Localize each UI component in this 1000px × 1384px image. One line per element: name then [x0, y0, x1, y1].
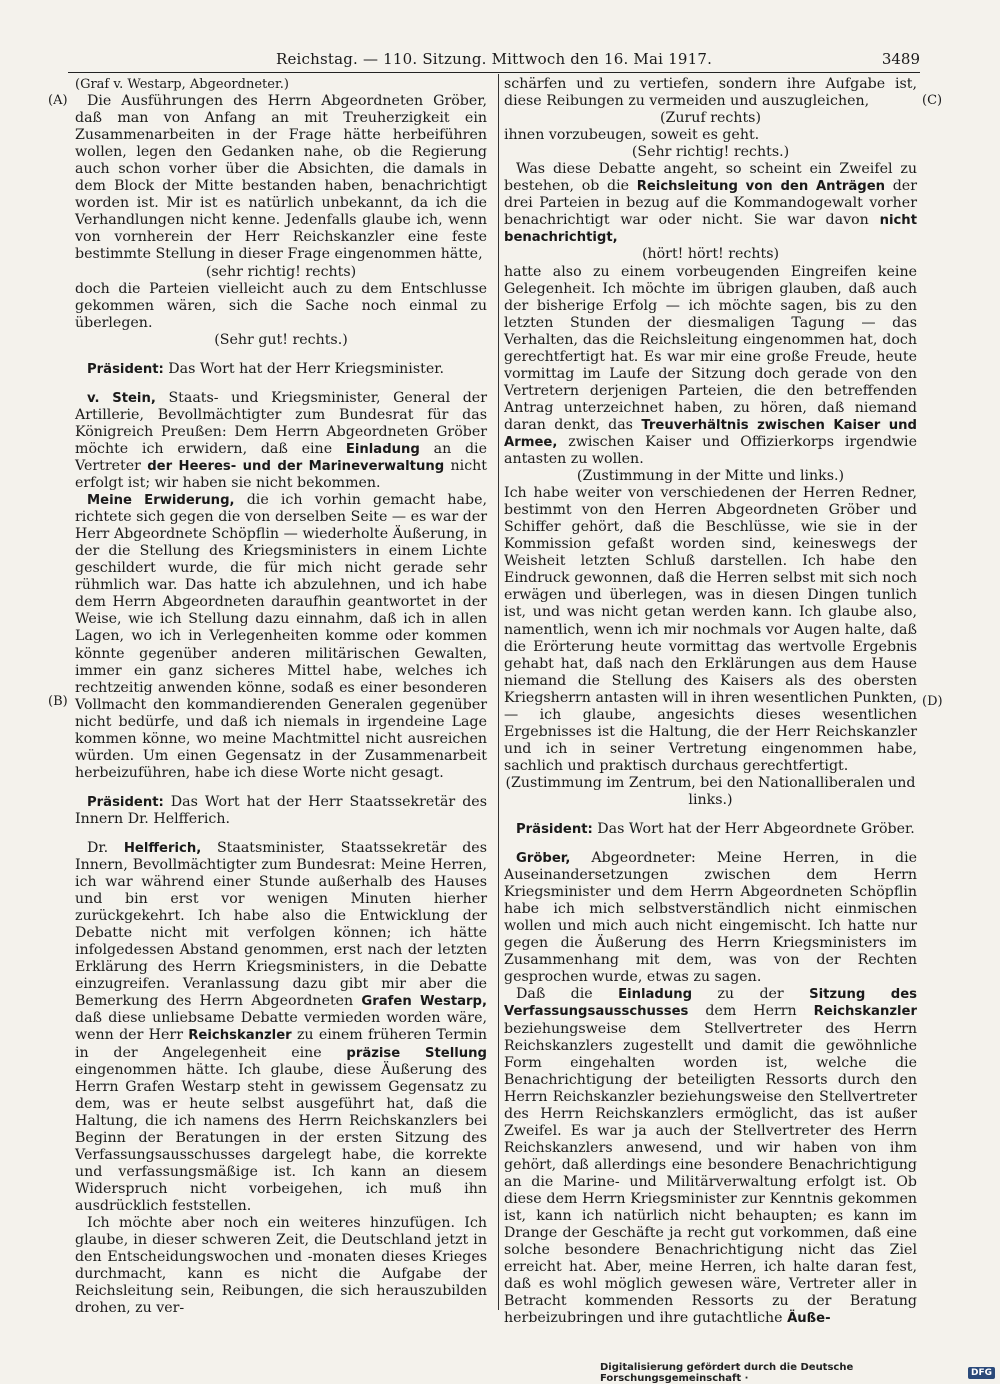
- paragraph: Präsident: Das Wort hat der Herr Kriegsminister.: [87, 360, 444, 377]
- speaker-name: Präsident:: [516, 822, 593, 838]
- paragraph: ihnen vorzubeugen, soweit es geht.: [504, 127, 760, 144]
- paragraph: Ich möchte aber noch ein weiteres hinzufügen. Ich glaube, in dieser schweren Zeit, die Deutschland jetzt in den Entscheidungswochen und -monaten dieses Krieges durchmacht, kann es nicht die Aufgabe der Reichsleitung sein, Reibungen, die sich herauszubilden drohen, zu ver-: [75, 1215, 487, 1317]
- margin-mark-b: (B): [48, 694, 68, 709]
- paragraph: v. Stein, Staats- und Kriegsminister, General der Artillerie, Bevollmächtigter zum Bundesrat für das Königreich Preußen: Dem Herrn Abgeordneten Gröber möchte ich erwidern, daß eine Einladung an die Vertreter der Heeres- und der Marineverwaltung nicht erfolgt ist; wir haben sie nicht bekommen.: [75, 389, 487, 492]
- page-header: [68, 50, 920, 72]
- margin-mark-d: (D): [922, 694, 943, 709]
- paragraph: doch die Parteien vielleicht auch zu dem Entschlusse gekommen wären, sich die Sache noch einmal zu überlegen.: [75, 280, 487, 331]
- left-column: [75, 76, 487, 1317]
- interjection: (Sehr richtig! rechts.): [631, 144, 790, 161]
- margin-mark-a: (A): [48, 93, 68, 108]
- margin-mark-c: (C): [922, 93, 943, 108]
- speaker-name: v. Stein,: [87, 390, 156, 406]
- paragraph: hatte also zu einem vorbeugenden Eingreifen keine Gelegenheit. Ich möchte im übrigen glauben, daß auch der bisherige Erfolg — ich möchte sagen, bis zu den letzten Stunden der diesmaligen Tagung — das Verhalten, das die Reichsleitung eingenommen hat, doch gerechtfertigt hat. Es war mir eine große Freude, heute vormittag im Laufe der Sitzung doch gerade von den Vertretern derjenigen Parteien, die den betreffenden Antrag unterzeichnet haben, zu hören, daß niemand daran denkt, das Treuverhältnis zwischen Kaiser und Armee, zwischen Kaiser und Offizierkorps irgendwie antasten zu wollen.: [504, 263, 917, 468]
- page-number: 3489: [881, 50, 920, 68]
- footer-text: Digitalisierung gefördert durch die Deutsche Forschungsgemeinschaft ·: [600, 1362, 854, 1384]
- funding-footer: [600, 1362, 995, 1384]
- speaker-continuation: (Graf v. Westarp, Abgeordneter.): [75, 77, 289, 92]
- speaker-name: Helfferich,: [123, 840, 202, 856]
- paragraph: Meine Erwiderung, die ich vorhin gemacht habe, richtete sich gegen die von derselben Seite — es war der Herr Abgeordnete Schöpflin — wiederholte Äußerung, in der die Stellung des Kriegsministers in einem Lichte geschildert wurde, die für mich nicht gerade sehr rühmlich war. Das hatte ich abzulehnen, und ich habe dem Herrn Abgeordneten daraufhin geantwortet in der Weise, wie ich Stellung dazu einnahm, daß ich in allen Lagen, wo ich in Verlegenheiten komme oder kommen könnte gegenüber anderen militärischen Gewalten, immer ein ganz sicheres Mittel habe, welches ich rechtzeitig anwenden könne, sodaß es einer besonderen Vollmacht den kommandierenden Generalen gegenüber nicht bedürfe, und daß ich niemals in irgendeine Lage kommen könne, wo meine Machtmittel nicht ausreichen würden. Um einen Gegensatz in der Zusammenarbeit herbeizuführen, habe ich diese Worte nicht gesagt.: [75, 492, 487, 781]
- running-title: Reichstag. — 110. Sitzung. Mittwoch den 16. Mai 1917.: [275, 50, 713, 68]
- paragraph: Was diese Debatte angeht, so scheint ein Zweifel zu bestehen, ob die Reichsleitung von den Anträgen der drei Parteien in bezug auf die Kommandogewalt vorher benachrichtigt war oder nicht. Sie war davon nicht benachrichtigt,: [504, 161, 917, 246]
- paragraph: Ich habe weiter von verschiedenen der Herren Redner, bestimmt von den Herren Abgeordneten Gröber und Schiffer gehört, daß die Beschlüsse, wie sie in der Kommission gefaßt worden sind, keineswegs der Weisheit letzten Schluß darstellen. Ich habe den Eindruck gewonnen, daß die Herren selbst mit sich noch erwägen und überlegen, was in diesen Dingen tunlich ist, und was nicht getan werden kann. Ich glaube also, namentlich, wenn ich mir nochmals vor Augen halte, daß die Erörterung heute vormittag das wertvolle Ergebnis gehabt hat, daß nach den Erklärungen aus dem Hause niemand die Stellung des Kaisers als des obersten Kriegsherrn antasten will in ihren wesentlichen Punkten, — ich glaube, angesichts dieses wesentlichen Ergebnisses ist die Haltung, die der Herr Reichskanzler und ich in seiner Vertretung eingenommen habe, sachlich und praktisch durchaus gerechtfertigt.: [504, 485, 917, 774]
- interjection: (sehr richtig! rechts): [205, 263, 357, 280]
- speaker-name: Präsident:: [87, 794, 164, 810]
- paragraph: Die Ausführungen des Herrn Abgeordneten Gröber, daß man von Anfang an mit Treuherzigkeit ein Zusammenarbeiten in der Frage hätte herbeiführen wollen, legen den Gedanken nahe, ob die Regierung auch schon vorher über die Absichten, die damals in dem Block der Mitte bestanden haben, benachrichtigt worden ist. Mir ist es natürlich unbekannt, da ich die Verhandlungen nicht kenne. Jedenfalls glaube ich, wenn von vornherein der Herr Reichskanzler eine feste bestimmte Stellung in dieser Frage eingenommen hätte,: [75, 93, 487, 263]
- interjection: (Sehr gut! rechts.): [214, 331, 348, 348]
- interjection: (Zuruf rechts): [660, 110, 761, 127]
- dfg-logo: DFG: [968, 1367, 995, 1379]
- column-divider: [498, 74, 499, 1310]
- interjection: (Zustimmung in der Mitte und links.): [576, 468, 845, 485]
- interjection: (Zustimmung im Zentrum, bei den Nationalliberalen und links.): [505, 774, 916, 808]
- paragraph: Präsident: Das Wort hat der Herr Abgeordnete Gröber.: [516, 821, 915, 838]
- paragraph: Daß die Einladung zu der Sitzung des Verfassungsausschusses dem Herrn Reichskanzler beziehungsweise dem Stellvertreter des Herrn Reichskanzlers zugestellt und damit die gewöhnliche Form eingehalten worden ist, welche die Benachrichtigung der beteiligten Ressorts durch den Herrn Reichskanzler beziehungsweise den Stellvertreter des Herrn Reichskanzlers ermöglicht, das ist außer Zweifel. Es war ja auch der Stellvertreter des Herrn Reichskanzlers anwesend, und wir haben von ihm gehört, daß allerdings eine besondere Benachrichtigung an die Marine- und Militärverwaltung erfolgt ist. Ob diese dem Herrn Kriegsminister zur Kenntnis gekommen ist, kann ich natürlich nicht behaupten; es kann im Drange der Geschäfte ja recht gut vorkommen, daß eine solche besondere Benachrichtigung nicht das Ziel erreicht hat. Aber, meine Herren, ich halte daran fest, daß es wohl möglich gewesen wäre, Vertreter aller in Betracht kommenden Ressorts zu der Beratung herbeizubringen und ihre gutachtliche Äuße-: [504, 986, 917, 1327]
- paragraph: Präsident: Das Wort hat der Herr Staatssekretär des Innern Dr. Helfferich.: [75, 793, 487, 827]
- speaker-name: Präsident:: [87, 361, 164, 377]
- paragraph: Dr. Helfferich, Staatsminister, Staatssekretär des Innern, Bevollmächtigter zum Bundesrat: Meine Herren, ich war während einer Stunde außerhalb des Hauses und bin erst vor wenigen Minuten hierher zurückgekehrt. Ich habe also die Entwicklung der Debatte nicht mit verfolgen können; ich hätte infolgedessen Abstand genommen, erst nach der letzten Erklärung des Herrn Kriegsministers, in die Debatte einzugreifen. Veranlassung dazu gibt mir aber die Bemerkung des Herrn Abgeordneten Grafen Westarp, daß diese unliebsame Debatte vermieden worden wäre, wenn der Herr Reichskanzler zu einem früheren Termin in der Angelegenheit eine präzise Stellung eingenommen hätte. Ich glaube, diese Äußerung des Herrn Grafen Westarp steht in gewissem Gegensatz zu dem, was er heute selbst ausgeführt hat, daß die Haltung, die ich namens des Herrn Reichskanzlers bei Beginn der Beratungen in der ersten Sitzung des Verfassungsausschusses dargelegt habe, die korrekte und verfassungsmäßige ist. Ich kann an diesem Widerspruch nicht vorbeigehen, ich muß ihn ausdrücklich feststellen.: [75, 839, 488, 1214]
- speaker-name: Gröber,: [516, 851, 571, 867]
- paragraph: Gröber, Abgeordneter: Meine Herren, in die Auseinandersetzungen zwischen dem Herrn Kriegsminister und dem Herrn Abgeordneten Schöpflin habe ich mich selbstverständlich nicht einmischen wollen und mich auch nicht eingemischt. Ich hatte nur gegen die Äußerung des Herrn Kriegsministers im Zusammenhang mit dem, was von der Rechten gesprochen wurde, etwas zu sagen.: [504, 850, 917, 986]
- paragraph: schärfen und zu vertiefen, sondern ihre Aufgabe ist, diese Reibungen zu vermeiden und auszugleichen,: [504, 76, 917, 110]
- interjection: (hört! hört! rechts): [641, 246, 780, 263]
- header-rule: [68, 72, 920, 73]
- right-column: [504, 76, 917, 1327]
